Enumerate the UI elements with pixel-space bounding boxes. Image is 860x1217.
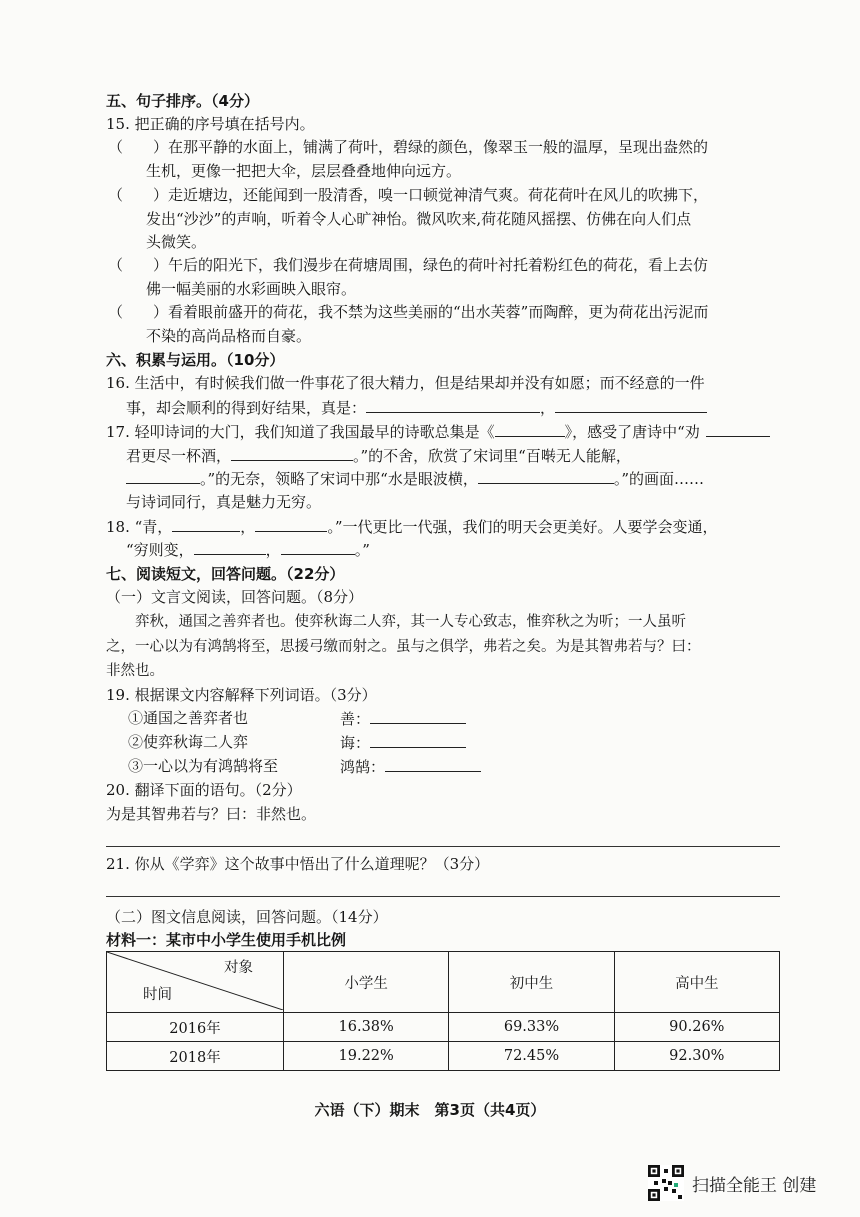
q15-item-1-line-1: （ ）在那平静的水面上，铺满了荷叶，碧绿的颜色，像翠玉一般的温厚，呈现出盎然的	[108, 138, 709, 156]
q17-blank-3[interactable]	[231, 444, 353, 461]
q16-blank-1[interactable]	[366, 396, 540, 413]
diagonal-divider	[107, 952, 283, 1010]
q15-prompt: 15. 把正确的序号填在括号内。	[106, 115, 315, 133]
q17-blank-2[interactable]	[706, 420, 770, 437]
q15-item-2-line-2: 发出“沙沙”的声响，听着令人心旷神怡。微风吹来,荷花随风摇摆、仿佛在向人们点	[146, 210, 692, 228]
corner-label-time: 时间	[143, 987, 172, 1003]
cell-value: 16.38%	[284, 1013, 449, 1042]
q15-item-2-line-3: 头微笑。	[146, 233, 207, 251]
q17-blank-4[interactable]	[126, 467, 200, 484]
q19-item-1-left: ①通国之善弈者也	[128, 709, 249, 727]
section-6-title: 六、积累与运用。（10分）	[106, 351, 285, 369]
page-footer: 六语（下）期末 第3页（共4页）	[314, 1101, 546, 1119]
q19-item-2-left: ②使弈秋诲二人弈	[128, 733, 249, 751]
q16-text: 事，却会顺利的得到好结果，真是：	[126, 399, 367, 417]
table-row	[107, 1013, 780, 1042]
table-header-row	[107, 952, 780, 1013]
phone-usage-table	[106, 951, 780, 1071]
q18-blank-4[interactable]	[281, 538, 355, 555]
q18-line-2: “穷则变， ， 。”	[126, 538, 370, 561]
q19-item-1-right	[340, 707, 466, 730]
q15-item-3-line-2: 佛一幅美丽的水彩画映入眼帘。	[146, 280, 357, 298]
cell-value: 19.22%	[284, 1042, 449, 1071]
q19-item-1-label: 善：	[340, 710, 371, 728]
q18-text-a2: 。”一代更比一代强，我们的明天会更美好。人要学会变通，	[327, 518, 718, 536]
q19-blank-2[interactable]	[370, 731, 466, 748]
q15-item-3-line-1: （ ）午后的阳光下，我们漫步在荷塘周围，绿色的荷叶衬托着粉红色的荷花，看上去仿	[108, 256, 709, 274]
corner-label-object: 对象	[224, 960, 253, 976]
subsection-1-title: （一）文言文阅读，回答问题。（8分）	[106, 588, 364, 606]
q20-prompt: 20. 翻译下面的语句。（2分）	[106, 781, 302, 799]
q18-blank-2[interactable]	[255, 515, 327, 532]
q17-text-a1: 17. 轻叩诗词的大门，我们知道了我国最早的诗歌总集是《	[106, 423, 495, 441]
table-corner-cell	[107, 952, 284, 1013]
q18-blank-1[interactable]	[172, 515, 240, 532]
column-header-senior: 高中生	[614, 952, 779, 1013]
q18-text-a1: 18. “青，	[106, 518, 173, 536]
q19-item-3-left: ③一心以为有鸿鹄将至	[128, 757, 279, 775]
q17-text-c1: 。”的无奈，领略了宋词中那“水是眼波横，	[200, 470, 478, 488]
qr-code-icon	[648, 1165, 684, 1201]
q19-item-2-label: 诲：	[340, 734, 371, 752]
q19-blank-1[interactable]	[370, 707, 466, 724]
q20-answer-line[interactable]	[106, 846, 780, 847]
cell-value: 92.30%	[614, 1042, 779, 1071]
q17-blank-5[interactable]	[478, 467, 614, 484]
q18-blank-3[interactable]	[194, 538, 266, 555]
q15-item-1-line-2: 生机，更像一把把大伞，层层叠叠地伸向远方。	[146, 162, 462, 180]
q17-text-a2: 》，感受了唐诗中“劝	[564, 423, 700, 441]
q17-text-b1: 君更尽一杯酒，	[126, 447, 232, 465]
column-header-junior: 初中生	[449, 952, 614, 1013]
q19-item-3-label: 鸿鹄：	[340, 758, 386, 776]
passage-line-2: 之，一心以为有鸿鹄将至，思援弓缴而射之。虽与之俱学，弗若之矣。为是其智弗若与？曰：	[106, 639, 701, 655]
q15-item-4-line-1: （ ）看着眼前盛开的荷花，我不禁为这些美丽的“出水芙蓉”而陶醉，更为荷花出污泥而	[108, 303, 709, 321]
q19-item-2-right	[340, 731, 466, 754]
cell-value: 90.26%	[614, 1013, 779, 1042]
section-7-title: 七、阅读短文，回答问题。（22分）	[106, 565, 345, 583]
q18-text-b2: 。”	[354, 541, 370, 559]
cell-value: 72.45%	[449, 1042, 614, 1071]
q16-blank-2[interactable]	[555, 396, 707, 413]
q15-item-4-line-2: 不染的高尚品格而自豪。	[146, 327, 312, 345]
watermark-text: 扫描全能王 创建	[692, 1175, 817, 1196]
q18-text-b1: “穷则变，	[126, 541, 194, 559]
q18-line-1: 18. “青， ， 。”一代更比一代强，我们的明天会更美好。人要学会变通，	[106, 515, 717, 538]
q19-prompt: 19. 根据课文内容解释下列词语。（3分）	[106, 686, 377, 704]
section-5-title: 五、句子排序。（4分）	[106, 92, 259, 110]
table-row	[107, 1042, 780, 1071]
q17-line-1	[106, 420, 770, 443]
q17-text-b2: 。”的不舍，欣赏了宋词里“百啭无人能解，	[353, 447, 631, 465]
q17-text-c2: 。”的画面……	[613, 470, 705, 488]
material-1-title: 材料一：某市中小学生使用手机比例	[106, 931, 347, 949]
q17-line-2	[126, 444, 631, 467]
q15-item-2-line-1: （ ）走近塘边，还能闻到一股清香，嗅一口顿觉神清气爽。荷花荷叶在风儿的吹拂下，	[108, 186, 709, 204]
q17-blank-1[interactable]	[495, 420, 565, 437]
q20-sentence: 为是其智弗若与？曰：非然也。	[106, 805, 317, 823]
q19-blank-3[interactable]	[385, 755, 481, 772]
q17-line-4: 与诗词同行，真是魅力无穷。	[126, 493, 322, 511]
q21-prompt: 21. 你从《学弈》这个故事中悟出了什么道理呢？（3分）	[106, 855, 490, 873]
q16-line-2: 事，却会顺利的得到好结果，真是： ，	[126, 396, 707, 419]
row-year: 2016年	[107, 1013, 284, 1042]
q16-line-1: 16. 生活中，有时候我们做一件事花了很大精力，但是结果却并没有如愿；而不经意的一件	[106, 374, 705, 392]
cell-value: 69.33%	[449, 1013, 614, 1042]
passage-line-3: 非然也。	[106, 663, 164, 679]
q21-answer-line[interactable]	[106, 896, 780, 897]
column-header-primary: 小学生	[284, 952, 449, 1013]
passage-line-1: 弈秋，通国之善弈者也。使弈秋诲二人弈，其一人专心致志，惟弈秋之为听；一人虽听	[106, 614, 686, 630]
scanner-watermark	[648, 1165, 816, 1201]
subsection-2-title: （二）图文信息阅读，回答问题。（14分）	[106, 908, 388, 926]
row-year: 2018年	[107, 1042, 284, 1071]
q19-item-3-right	[340, 755, 481, 778]
q17-line-3	[126, 467, 704, 490]
